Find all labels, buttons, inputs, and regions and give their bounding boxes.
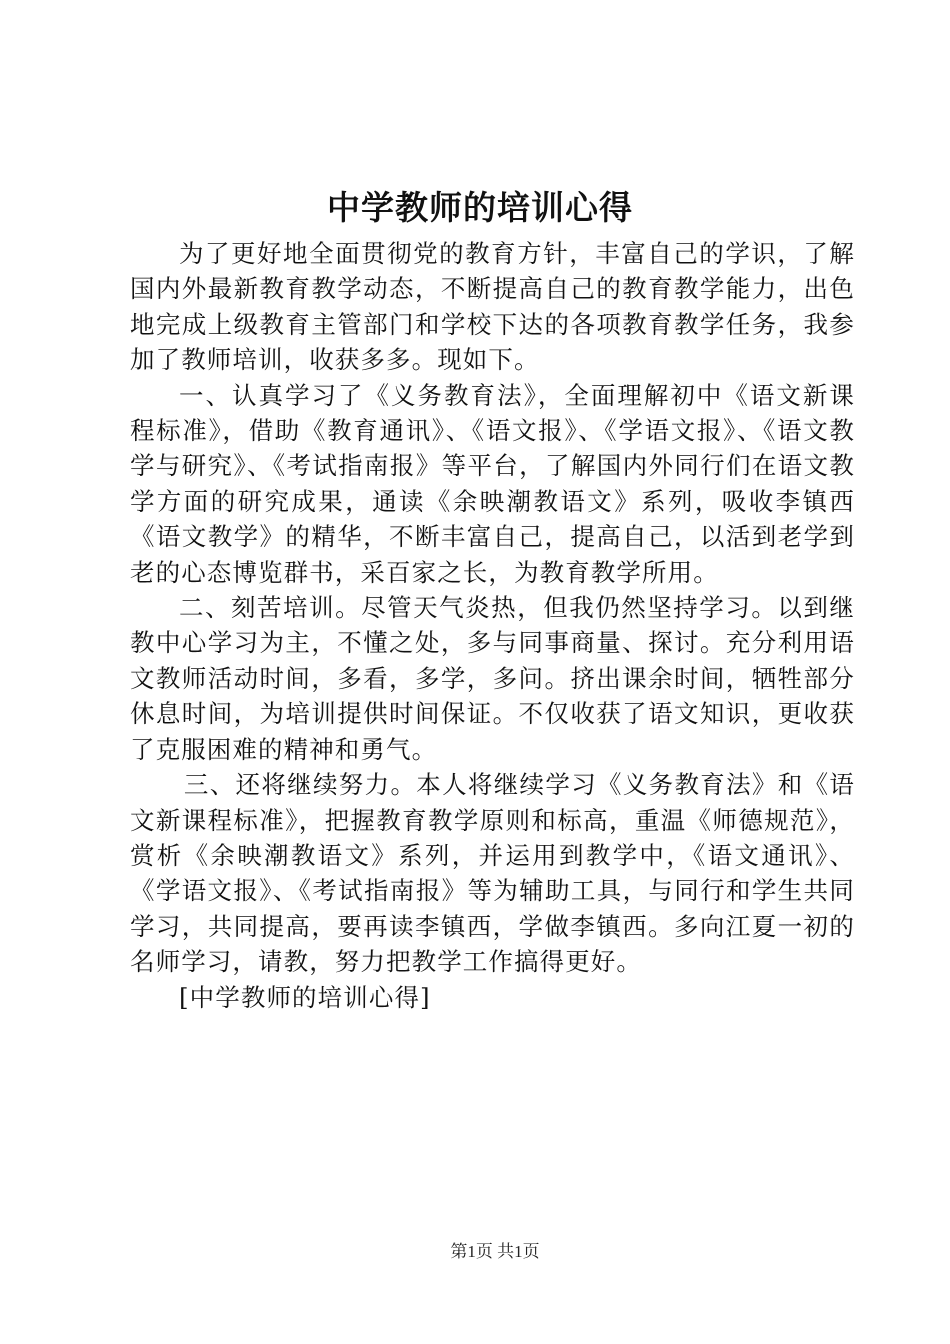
paragraph-intro: 为了更好地全面贯彻党的教育方针，丰富自己的学识，了解国内外最新教育教学动态，不断提高自己的教育教学能力，出色地完成上级教育主管部门和学校下达的各项教育教学任务，我参加了教师培训，收获多多。现如下。 xyxy=(130,239,855,375)
paragraph-point-one: 一、认真学习了《义务教育法》，全面理解初中《语文新课程标准》，借助《教育通讯》、《语文报》、《学语文报》、《语文教学与研究》、《考试指南报》等平台，了解国内外同行们在语文教学方面的研究成果，通读《余映潮教语文》系列，吸收李镇西《语文教学》的精华，不断丰富自己，提高自己，以活到老学到老的心态博览群书，采百家之长，为教育教学所用。 xyxy=(130,380,855,587)
paragraph-closing-tag: [中学教师的培训心得] xyxy=(179,982,431,1012)
document-body xyxy=(130,236,855,1015)
paragraph-point-three: 三、还将继续努力。本人将继续学习《义务教育法》和《语文新课程标准》，把握教育教学原则和标高，重温《师德规范》，赏析《余映潮教语文》系列，并运用到教学中，《语文通讯》、《学语文报》、《考试指南报》等为辅助工具，与同行和学生共同学习，共同提高，要再读李镇西，学做李镇西。多向江夏一初的名师学习，请教，努力把教学工作搞得更好。 xyxy=(130,770,855,977)
paragraph-point-two: 二、刻苦培训。尽管天气炎热，但我仍然坚持学习。以到继教中心学习为主，不懂之处，多与同事商量、探讨。充分利用语文教师活动时间，多看，多学，多问。挤出课余时间，牺牲部分休息时间，为培训提供时间保证。不仅收获了语文知识，更收获了克服困难的精神和勇气。 xyxy=(130,593,855,764)
page-number-footer: 第1页 共1页 xyxy=(450,1242,540,1261)
document-title: 中学教师的培训心得 xyxy=(327,188,633,227)
